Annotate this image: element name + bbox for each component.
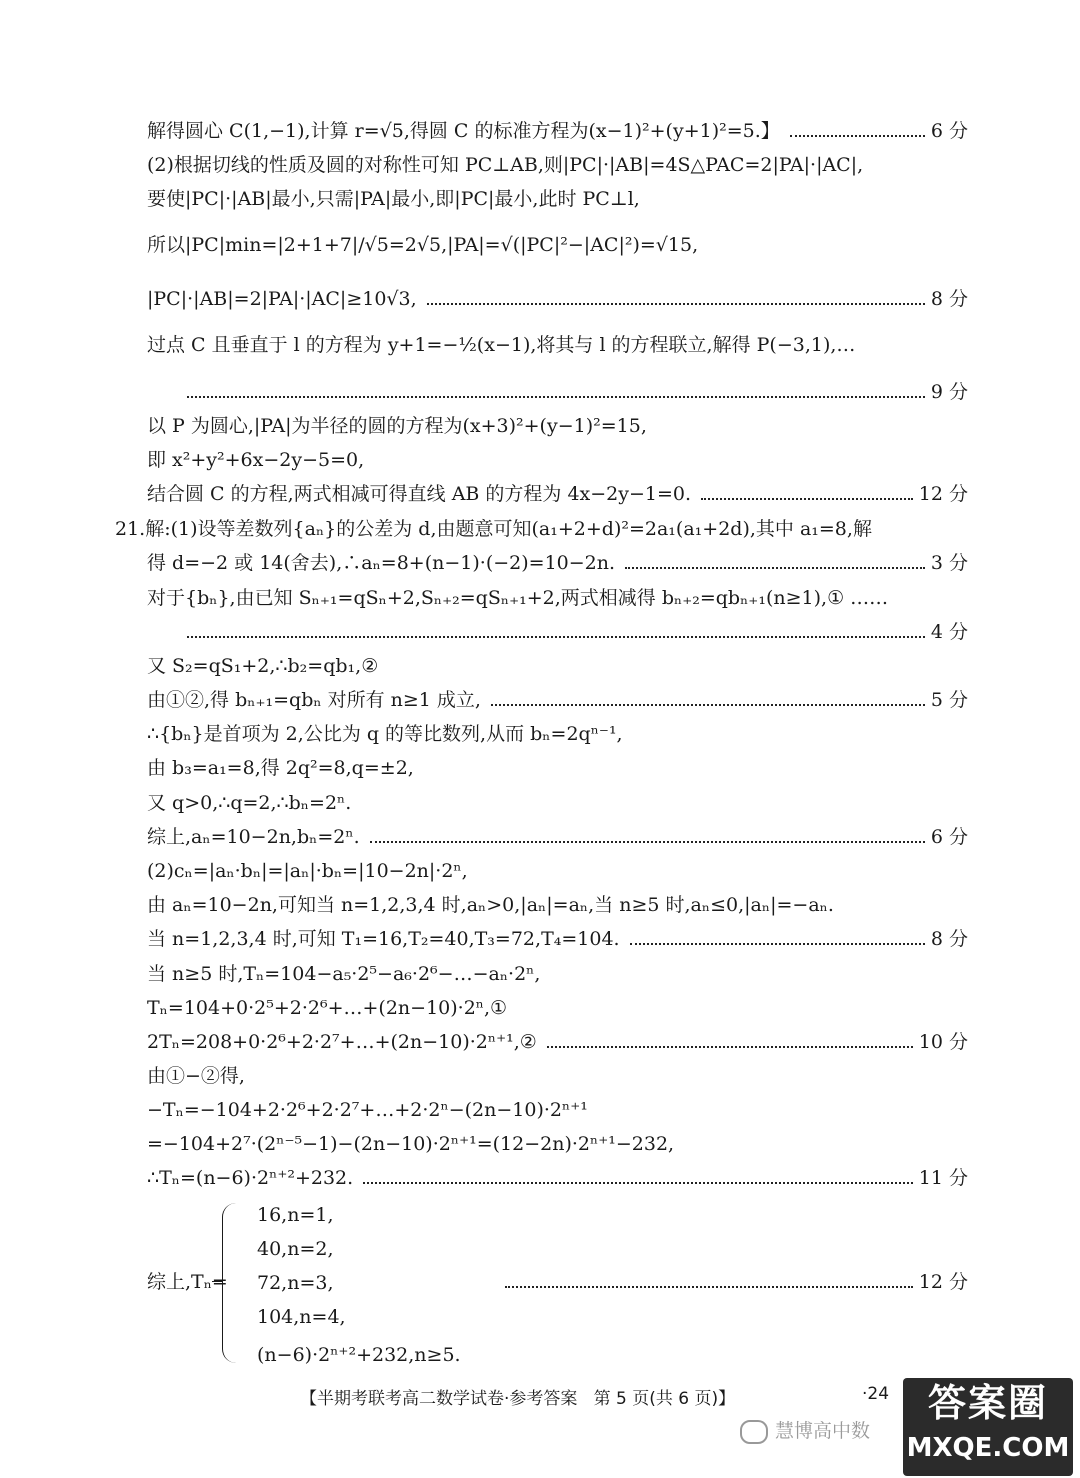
line-16: ∴{bₙ}是首项为 2,公比为 q 的等比数列,从而 bₙ=2qⁿ⁻¹, — [147, 723, 623, 745]
line-22: 当 n=1,2,3,4 时,可知 T₁=16,T₂=40,T₃=72,T₄=104. 8 分 — [147, 928, 968, 950]
line-14: 又 S₂=qS₁+2,∴b₂=qb₁,② — [147, 655, 379, 677]
logo-domain: MXQE.COM — [906, 1433, 1070, 1463]
line-11: 得 d=−2 或 14(舍去),∴aₙ=8+(n−1)·(−2)=10−2n. 3 分 — [147, 552, 968, 574]
line-9: 结合圆 C 的方程,两式相减可得直线 AB 的方程为 4x−2y−1=0. 12 分 — [147, 483, 968, 505]
piecewise-case: 104,n=4, — [257, 1306, 346, 1328]
line-19: 综上,aₙ=10−2n,bₙ=2ⁿ. 6 分 — [147, 826, 968, 848]
piecewise-brace-tip — [212, 1281, 223, 1282]
piecewise-case: 40,n=2, — [257, 1238, 334, 1260]
line-1: (2)根据切线的性质及圆的对称性可知 PC⊥AB,则|PC|·|AB|=4S△PAC=2|PA|·|AC|, — [147, 154, 864, 176]
line-21: 由 aₙ=10−2n,可知当 n=1,2,3,4 时,aₙ>0,|aₙ|=aₙ,当 n≥5 时,aₙ≤0,|aₙ|=−aₙ. — [147, 894, 834, 916]
line-3: 所以|PC|min=|2+1+7|/√5=2√5,|PA|=√(|PC|²−|AC|²)=√15, — [147, 234, 699, 256]
line-12: 对于{bₙ},由已知 Sₙ₊₁=qSₙ+2,Sₙ₊₂=qSₙ₊₁+2,两式相减得 bₙ₊₂=qbₙ₊₁(n≥1),① …… — [147, 587, 889, 609]
line-4: |PC|·|AB|=2|PA|·|AC|≥10√3, 8 分 — [147, 288, 968, 310]
line-8: 即 x²+y²+6x−2y−5=0, — [147, 449, 365, 471]
line-10: 21.解:(1)设等差数列{aₙ}的公差为 d,由题意可知(a₁+2+d)²=2a₁(a₁+2d),其中 a₁=8,解 — [115, 518, 872, 540]
line-23: 当 n≥5 时,Tₙ=104−a₅·2⁵−a₆·2⁶−…−aₙ·2ⁿ, — [147, 963, 541, 985]
watermark-text: 慧博高中数 — [775, 1420, 871, 1442]
line-17: 由 b₃=a₁=8,得 2q²=8,q=±2, — [147, 757, 414, 779]
line-15: 由①②,得 bₙ₊₁=qbₙ 对所有 n≥1 成立, 5 分 — [147, 689, 968, 711]
piecewise-case: 16,n=1, — [257, 1204, 334, 1226]
line-5: 过点 C 且垂直于 l 的方程为 y+1=−½(x−1),将其与 l 的方程联立,解得 P(−3,1),… — [147, 334, 856, 356]
line-29: ∴Tₙ=(n−6)·2ⁿ⁺²+232. 11 分 — [147, 1167, 968, 1189]
page-mark: ·24 — [862, 1384, 890, 1404]
line-26: 由①−②得, — [147, 1065, 245, 1087]
piecewise-score-line: 12 分 — [505, 1268, 968, 1296]
piecewise-brace — [222, 1203, 237, 1363]
line-13: 4 分 — [147, 618, 968, 646]
line-28: =−104+2⁷·(2ⁿ⁻⁵−1)−(2n−10)·2ⁿ⁺¹=(12−2n)·2ⁿ⁺¹−232, — [147, 1133, 675, 1155]
logo-title: 答案圈 — [927, 1381, 1048, 1425]
line-6: 9 分 — [147, 378, 968, 406]
piecewise-case: (n−6)·2ⁿ⁺²+232,n≥5. — [257, 1344, 461, 1366]
line-20: (2)cₙ=|aₙ·bₙ|=|aₙ|·bₙ=|10−2n|·2ⁿ, — [147, 860, 468, 882]
line-24: Tₙ=104+0·2⁵+2·2⁶+…+(2n−10)·2ⁿ,① — [147, 997, 508, 1019]
line-18: 又 q>0,∴q=2,∴bₙ=2ⁿ. — [147, 792, 352, 814]
line-7: 以 P 为圆心,|PA|为半径的圆的方程为(x+3)²+(y−1)²=15, — [147, 415, 647, 437]
wechat-icon — [740, 1420, 768, 1444]
line-25: 2Tₙ=208+0·2⁶+2·2⁷+…+(2n−10)·2ⁿ⁺¹,② 10 分 — [147, 1031, 968, 1053]
line-2: 要使|PC|·|AB|最小,只需|PA|最小,即|PC|最小,此时 PC⊥l, — [147, 188, 640, 210]
site-logo — [903, 1378, 1073, 1476]
line-27: −Tₙ=−104+2·2⁶+2·2⁷+…+2·2ⁿ−(2n−10)·2ⁿ⁺¹ — [147, 1099, 588, 1121]
piecewise-label: 综上,Tₙ= — [147, 1271, 228, 1293]
page-footer: 【半期考联考高二数学试卷·参考答案 第 5 页(共 6 页)】 — [300, 1389, 736, 1409]
line-0: 解得圆心 C(1,−1),计算 r=√5,得圆 C 的标准方程为(x−1)²+(y+1)²=5.】 6 分 — [147, 120, 968, 142]
piecewise-case: 72,n=3, — [257, 1272, 334, 1294]
